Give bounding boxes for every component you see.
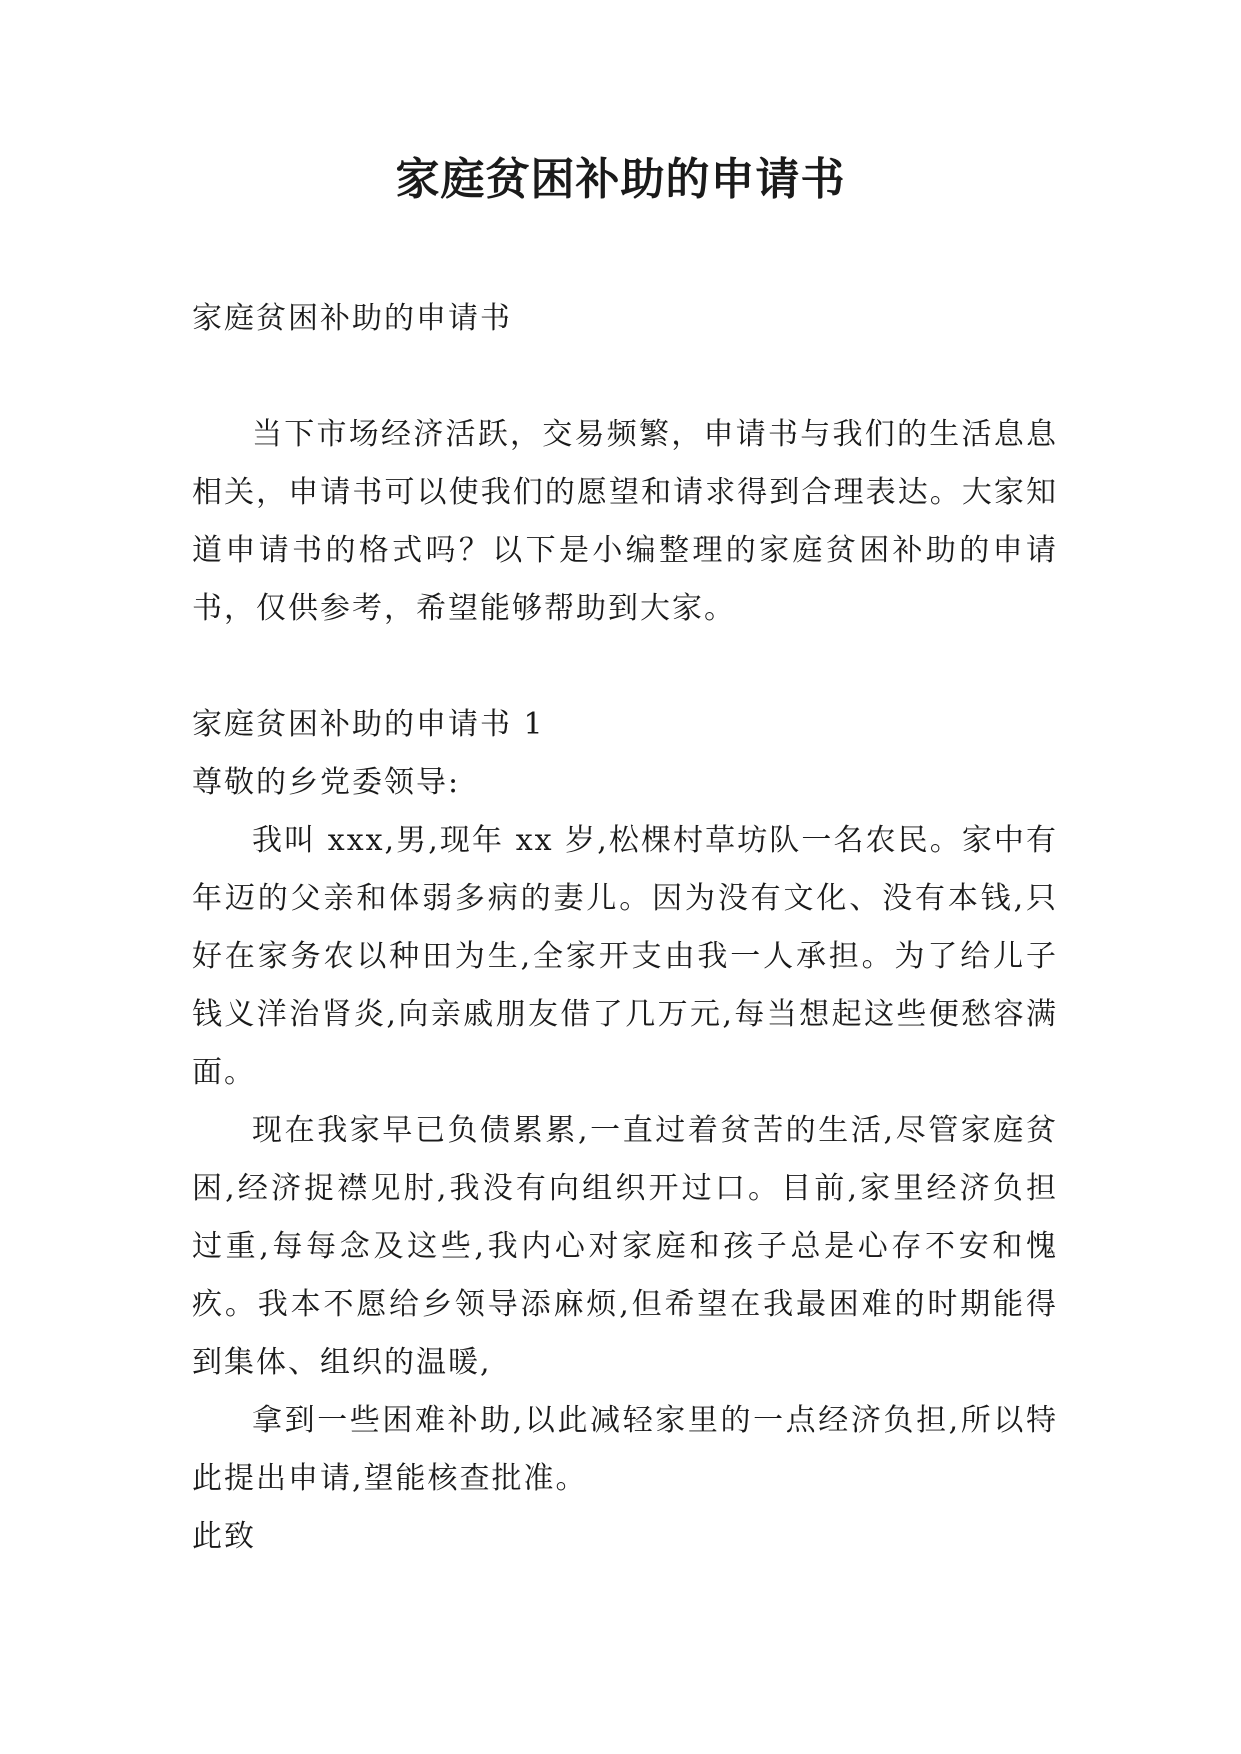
intro-paragraph: 当下市场经济活跃，交易频繁，申请书与我们的生活息息相关，申请书可以使我们的愿望和请求得到合理表达。大家知道申请书的格式吗？以下是小编整理的家庭贫困补助的申请书，仅供参考，希望能够帮助到大家。: [192, 417, 1058, 626]
closing: 此致: [192, 1519, 256, 1554]
spacer: [192, 638, 1058, 696]
subtitle: 家庭贫困补助的申请书: [192, 301, 512, 336]
body-paragraph-3: 拿到一些困难补助,以此减轻家里的一点经济负担,所以特此提出申请,望能核查批准。: [192, 1403, 1058, 1496]
body-paragraph-1: 我叫 xxx,男,现年 xx 岁,松棵村草坊队一名农民。家中有年迈的父亲和体弱多病的妻儿。因为没有文化、没有本钱,只好在家务农以种田为生,全家开支由我一人承担。为了给儿子钱义洋治肾炎,向亲戚朋友借了几万元,每当想起这些便愁容满面。: [192, 823, 1058, 1090]
spacer: [192, 348, 1058, 406]
page-title: 家庭贫困补助的申请书: [395, 154, 846, 205]
document-body: [192, 290, 1058, 1566]
salutation: 尊敬的乡党委领导:: [192, 765, 461, 800]
body-paragraph-2: 现在我家早已负债累累,一直过着贫苦的生活,尽管家庭贫困,经济捉襟见肘,我没有向组织开过口。目前,家里经济负担过重,每每念及这些,我内心对家庭和孩子总是心存不安和愧疚。我本不愿给乡领导添麻烦,但希望在我最困难的时期能得到集体、组织的温暖,: [192, 1113, 1058, 1380]
section-heading: 家庭贫困补助的申请书 1: [192, 707, 545, 742]
